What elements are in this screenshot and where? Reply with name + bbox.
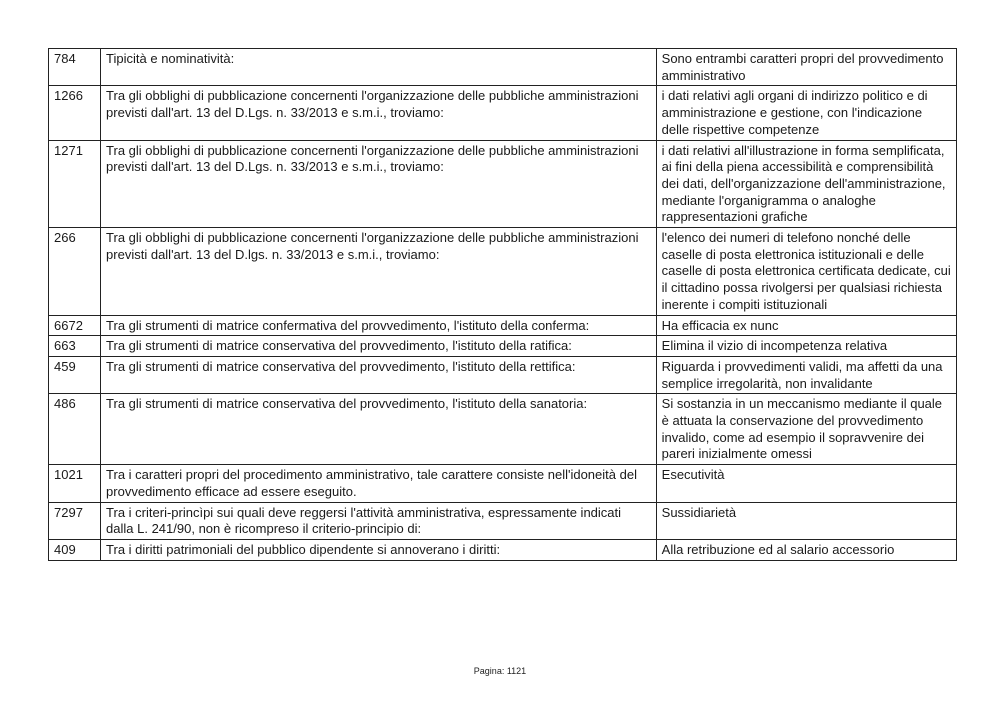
question-text: Tra gli strumenti di matrice conservativa del provvedimento, l'istituto della sanatoria: — [101, 394, 657, 465]
question-id: 7297 — [49, 502, 101, 539]
table-row — [49, 315, 957, 336]
table-row — [49, 502, 957, 539]
answer-text: Si sostanzia in un meccanismo mediante il quale è attuata la conservazione del provvedimento invalido, come ad esempio il sopravvenire dei pareri inizialmente omessi — [656, 394, 956, 465]
table-row — [49, 140, 957, 228]
answer-text: l'elenco dei numeri di telefono nonché delle caselle di posta elettronica istituzionali e delle caselle di posta elettronica certificata dedicate, cui il cittadino possa rivolgersi per qualsiasi richiesta inerente i compiti istituzionali — [656, 228, 956, 316]
question-text: Tra gli strumenti di matrice conservativa del provvedimento, l'istituto della ratifica: — [101, 336, 657, 357]
table-row — [49, 49, 957, 86]
question-text: Tra gli obblighi di pubblicazione concernenti l'organizzazione delle pubbliche amministrazioni previsti dall'art. 13 del D.lgs. n. 33/2013 e s.m.i., troviamo: — [101, 228, 657, 316]
question-id: 663 — [49, 336, 101, 357]
answer-text: i dati relativi all'illustrazione in forma semplificata, ai fini della piena accessibilità e comprensibilità dei dati, dell'organizzazione dell'amministrazione, mediante l'organigramma o analoghe rappresentazioni grafiche — [656, 140, 956, 228]
question-id: 1266 — [49, 86, 101, 140]
question-text: Tra gli strumenti di matrice confermativa del provvedimento, l'istituto della conferma: — [101, 315, 657, 336]
table-row — [49, 394, 957, 465]
question-text: Tra gli obblighi di pubblicazione concernenti l'organizzazione delle pubbliche amministrazioni previsti dall'art. 13 del D.Lgs. n. 33/2013 e s.m.i., troviamo: — [101, 86, 657, 140]
question-id: 266 — [49, 228, 101, 316]
answer-text: Riguarda i provvedimenti validi, ma affetti da una semplice irregolarità, non invalidante — [656, 356, 956, 393]
question-text: Tra gli obblighi di pubblicazione concernenti l'organizzazione delle pubbliche amministrazioni previsti dall'art. 13 del D.Lgs. n. 33/2013 e s.m.i., troviamo: — [101, 140, 657, 228]
question-id: 1021 — [49, 465, 101, 502]
answer-text: Sussidiarietà — [656, 502, 956, 539]
question-id: 6672 — [49, 315, 101, 336]
table-row — [49, 356, 957, 393]
question-text: Tra i caratteri propri del procedimento amministrativo, tale carattere consiste nell'idoneità del provvedimento efficace ad essere eseguito. — [101, 465, 657, 502]
question-id: 486 — [49, 394, 101, 465]
answer-text: i dati relativi agli organi di indirizzo politico e di amministrazione e gestione, con l'indicazione delle rispettive competenze — [656, 86, 956, 140]
question-text: Tra i diritti patrimoniali del pubblico dipendente si annoverano i diritti: — [101, 539, 657, 560]
questions-table — [48, 48, 957, 561]
table-row — [49, 465, 957, 502]
question-text: Tra gli strumenti di matrice conservativa del provvedimento, l'istituto della rettifica: — [101, 356, 657, 393]
question-id: 1271 — [49, 140, 101, 228]
answer-text: Ha efficacia ex nunc — [656, 315, 956, 336]
question-text: Tra i criteri-princìpi sui quali deve reggersi l'attività amministrativa, espressamente indicati dalla L. 241/90, non è ricompreso il criterio-principio di: — [101, 502, 657, 539]
answer-text: Elimina il vizio di incompetenza relativa — [656, 336, 956, 357]
question-text: Tipicità e nominatività: — [101, 49, 657, 86]
table-row — [49, 228, 957, 316]
answer-text: Alla retribuzione ed al salario accessorio — [656, 539, 956, 560]
table-row — [49, 539, 957, 560]
question-id: 784 — [49, 49, 101, 86]
question-id: 459 — [49, 356, 101, 393]
page-number: Pagina: 1121 — [473, 666, 527, 676]
table-row — [49, 336, 957, 357]
table-row — [49, 86, 957, 140]
answer-text: Sono entrambi caratteri propri del provvedimento amministrativo — [656, 49, 956, 86]
question-id: 409 — [49, 539, 101, 560]
answer-text: Esecutività — [656, 465, 956, 502]
